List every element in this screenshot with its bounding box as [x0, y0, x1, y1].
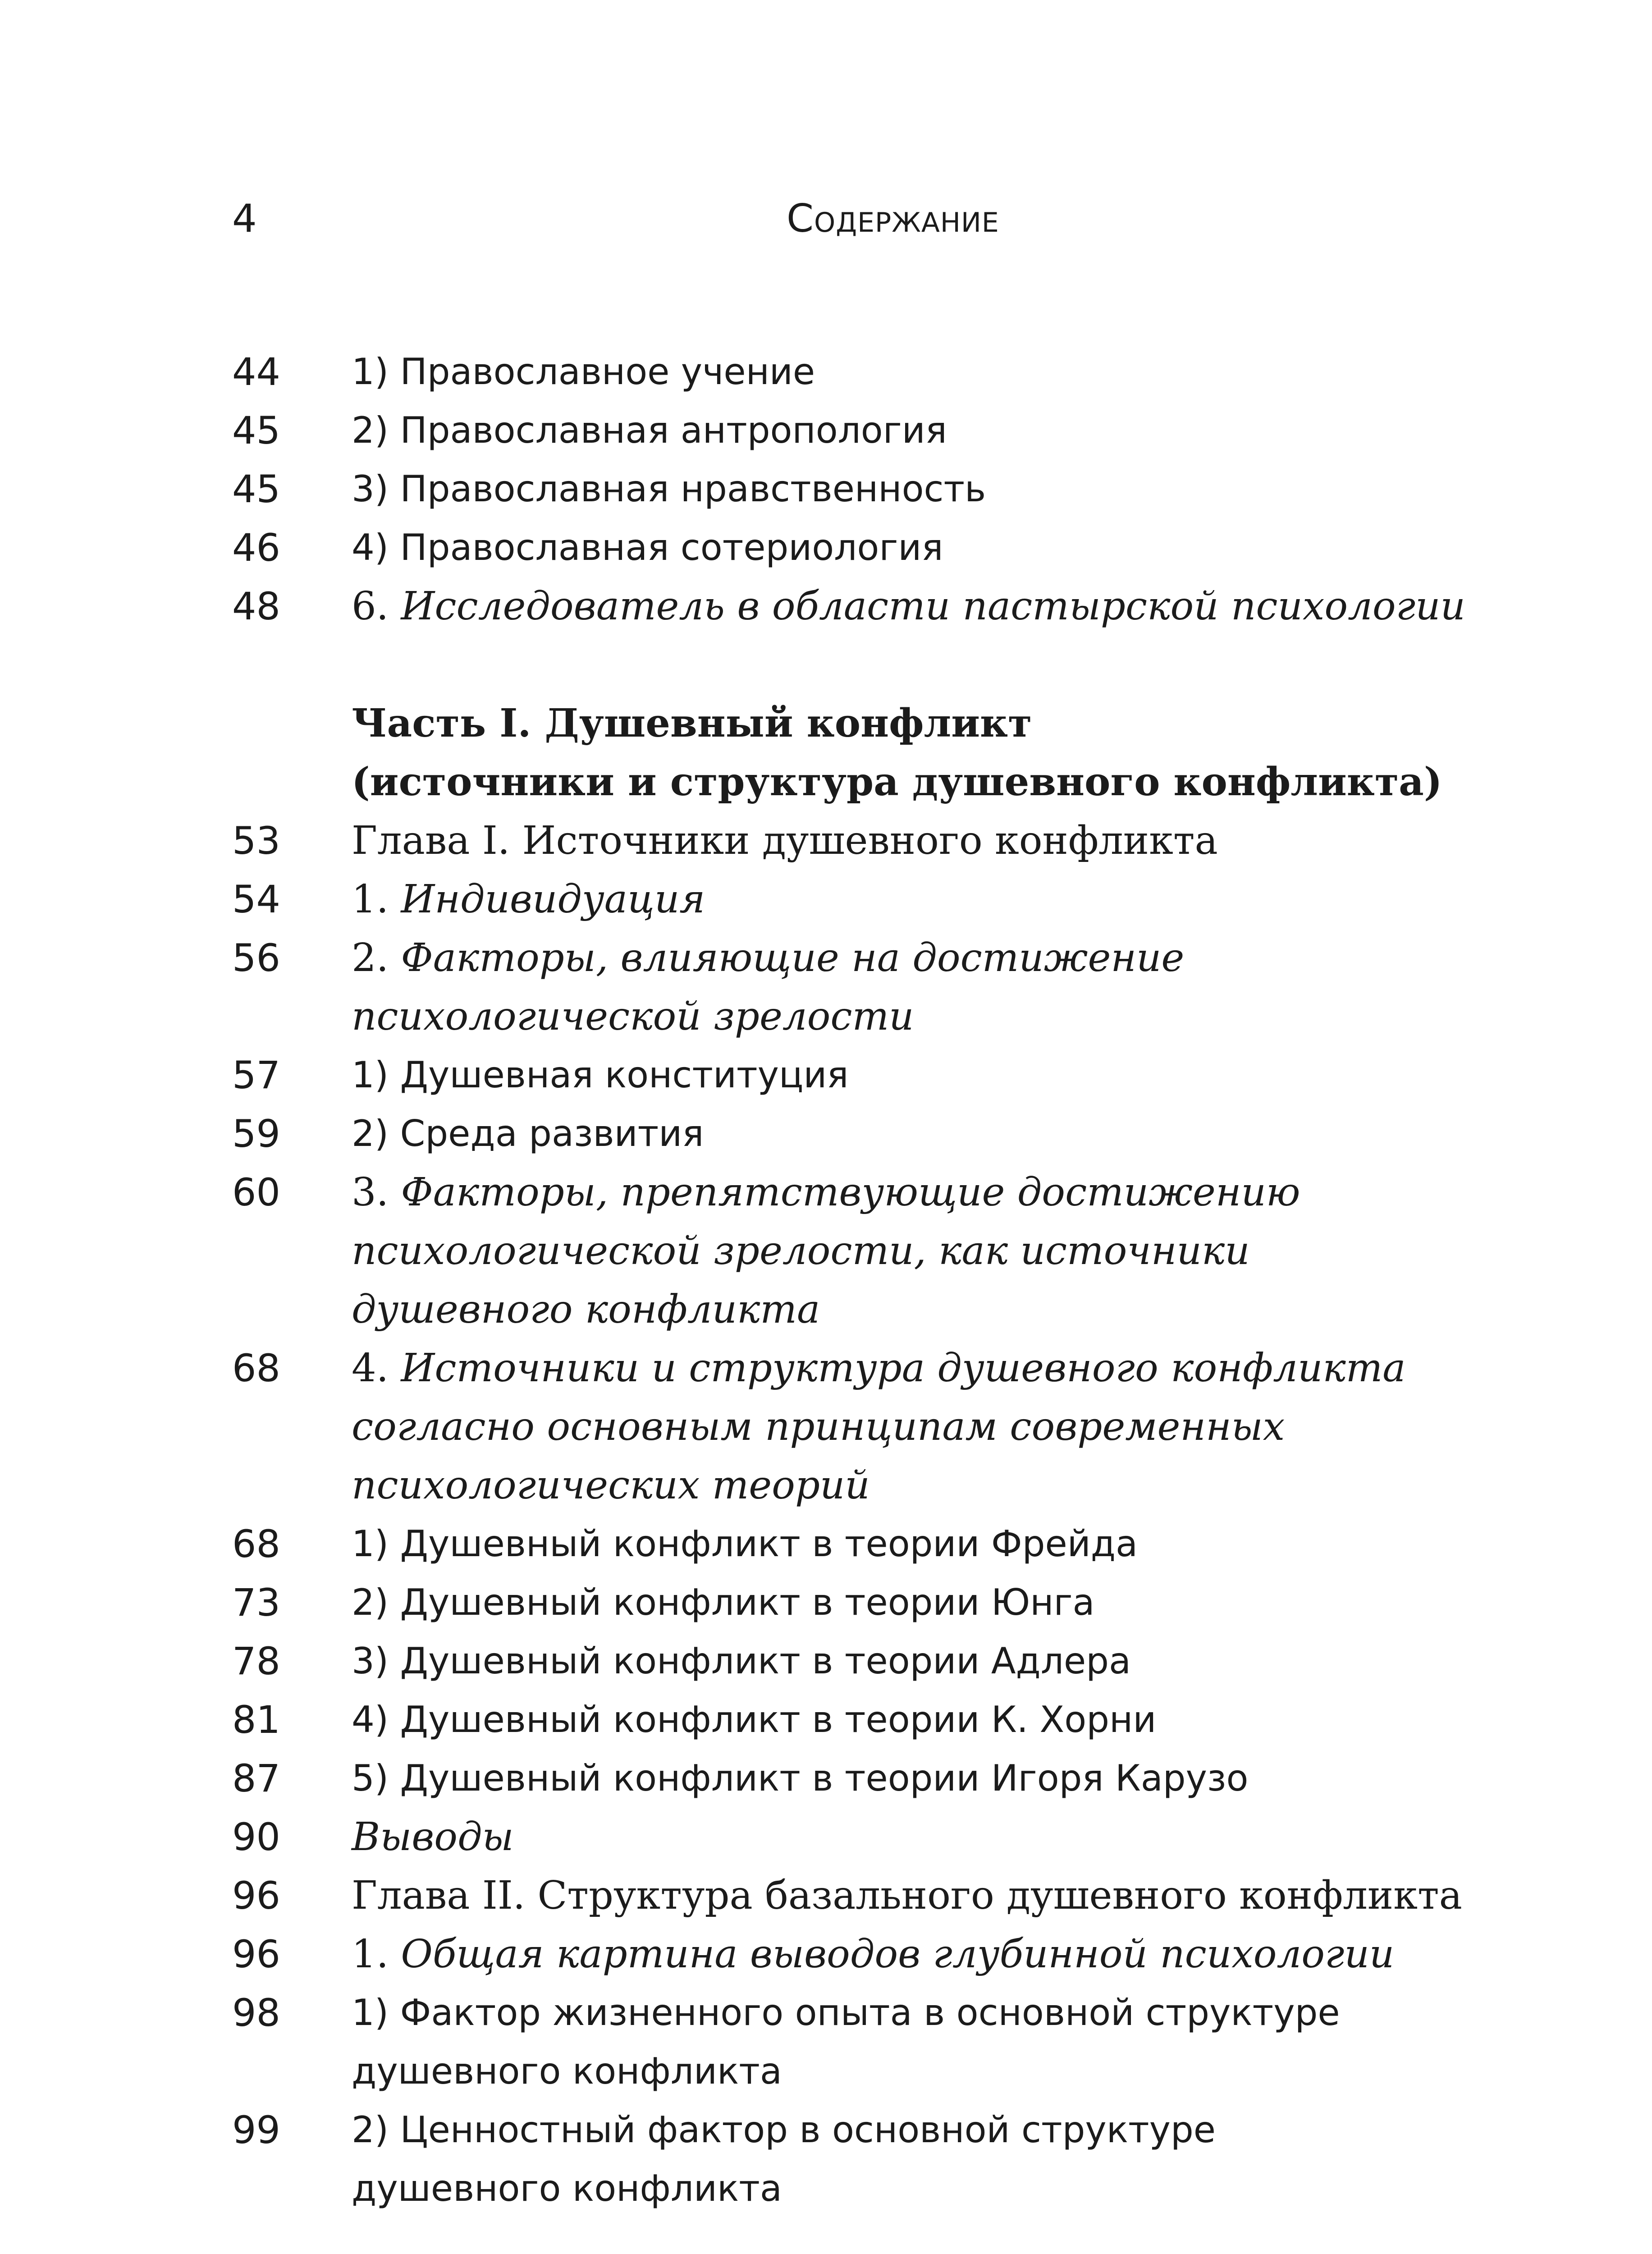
section-title-continuation: душевного конфликта — [352, 1287, 820, 1332]
section-title: Индивидуация — [401, 877, 705, 922]
section-title: Исследователь в области пастырской психологии — [401, 584, 1465, 629]
section-number: 4. — [352, 1346, 401, 1391]
section-title: Факторы, препятствующие достижению — [401, 1170, 1300, 1215]
toc-entry-title: 3) Душевный конфликт в теории Адлера — [352, 1640, 1131, 1682]
page-number: 4 — [232, 196, 257, 241]
toc-entry-title — [352, 1163, 1478, 1222]
section-title-continuation: психологической зрелости — [352, 994, 914, 1039]
section-title: Факторы, влияющие на достижение — [401, 935, 1185, 980]
toc-entry-title: Глава II. Структура базального душевного конфликта — [352, 1873, 1462, 1918]
section-number: 1. — [352, 877, 401, 922]
section-number: 1. — [352, 1932, 401, 1977]
toc-page-number: 57 — [232, 1053, 280, 1097]
part-heading-line: Часть I. Душевный конфликт — [352, 701, 1032, 746]
section-title-continuation: согласно основным принципам современных — [352, 1404, 1285, 1449]
toc-entry-title: 4) Православная сотериология — [352, 527, 943, 568]
section-title-continuation: психологической зрелости, как источники — [352, 1228, 1250, 1274]
toc-page-number: 45 — [232, 467, 280, 511]
toc-entry-title — [352, 1925, 1478, 1984]
toc-entry-title — [352, 870, 1478, 929]
toc-entry-title: 1) Православное учение — [352, 351, 815, 393]
toc-page-number: 87 — [232, 1756, 280, 1800]
toc-page-number: 81 — [232, 1698, 280, 1742]
toc-entry-title: Глава I. Источники душевного конфликта — [352, 818, 1218, 863]
toc-page-number: 59 — [232, 1112, 280, 1156]
toc-entry-title: 3) Православная нравственность — [352, 468, 986, 510]
toc-entry-title: Выводы — [352, 1814, 514, 1860]
toc-entry-title: 1) Душевная конституция — [352, 1054, 849, 1096]
toc-entry-title-continuation: душевного конфликта — [352, 2167, 782, 2209]
toc-page-number: 44 — [232, 350, 280, 394]
toc-entry-title: 2) Среда развития — [352, 1113, 704, 1154]
running-title: Содержание — [787, 196, 999, 241]
toc-page-number: 90 — [232, 1815, 280, 1859]
toc-page-number: 73 — [232, 1581, 280, 1625]
toc-page-number: 54 — [232, 877, 280, 921]
section-number: 3. — [352, 1170, 401, 1215]
toc-page-number: 68 — [232, 1522, 280, 1566]
toc-page-number: 99 — [232, 2108, 280, 2152]
toc-entry-title-continuation: душевного конфликта — [352, 2050, 782, 2092]
toc-entry-title — [352, 929, 1478, 987]
toc-page-number: 68 — [232, 1346, 280, 1390]
section-title: Общая картина выводов глубинной психологии — [401, 1932, 1395, 1977]
toc-entry-title — [352, 1339, 1478, 1397]
toc-entry-title: 4) Душевный конфликт в теории К. Хорни — [352, 1699, 1157, 1741]
part-heading-line: (источники и структура душевного конфликта) — [352, 759, 1442, 805]
toc-entry-title: 1) Фактор жизненного опыта в основной структуре — [352, 1992, 1340, 2034]
toc-page-number: 46 — [232, 526, 280, 570]
toc-entry-title: 2) Душевный конфликт в теории Юнга — [352, 1581, 1095, 1623]
toc-page-number: 48 — [232, 584, 280, 628]
toc-page-number: 45 — [232, 408, 280, 453]
section-title: Источники и структура душевного конфликта — [401, 1346, 1406, 1391]
toc-entry-title — [352, 577, 1478, 636]
section-number: 2. — [352, 935, 401, 980]
toc-page-number: 53 — [232, 819, 280, 863]
toc-page-number: 60 — [232, 1170, 280, 1214]
running-head — [0, 194, 1652, 243]
toc-entry-title: 2) Ценностный фактор в основной структуре — [352, 2109, 1216, 2151]
toc-page-number: 96 — [232, 1932, 280, 1976]
toc-page-number: 78 — [232, 1639, 280, 1683]
toc-page-number: 98 — [232, 1991, 280, 2035]
toc-entry-title: 5) Душевный конфликт в теории Игоря Карузо — [352, 1757, 1249, 1799]
toc-page-number: 56 — [232, 936, 280, 980]
toc-entry-title: 1) Душевный конфликт в теории Фрейда — [352, 1523, 1138, 1565]
toc-page-number: 96 — [232, 1874, 280, 1918]
section-number: 6. — [352, 584, 401, 629]
part-heading — [352, 694, 1524, 811]
section-title-continuation: психологических теорий — [352, 1463, 870, 1508]
toc-entry-title: 2) Православная антропология — [352, 409, 947, 451]
